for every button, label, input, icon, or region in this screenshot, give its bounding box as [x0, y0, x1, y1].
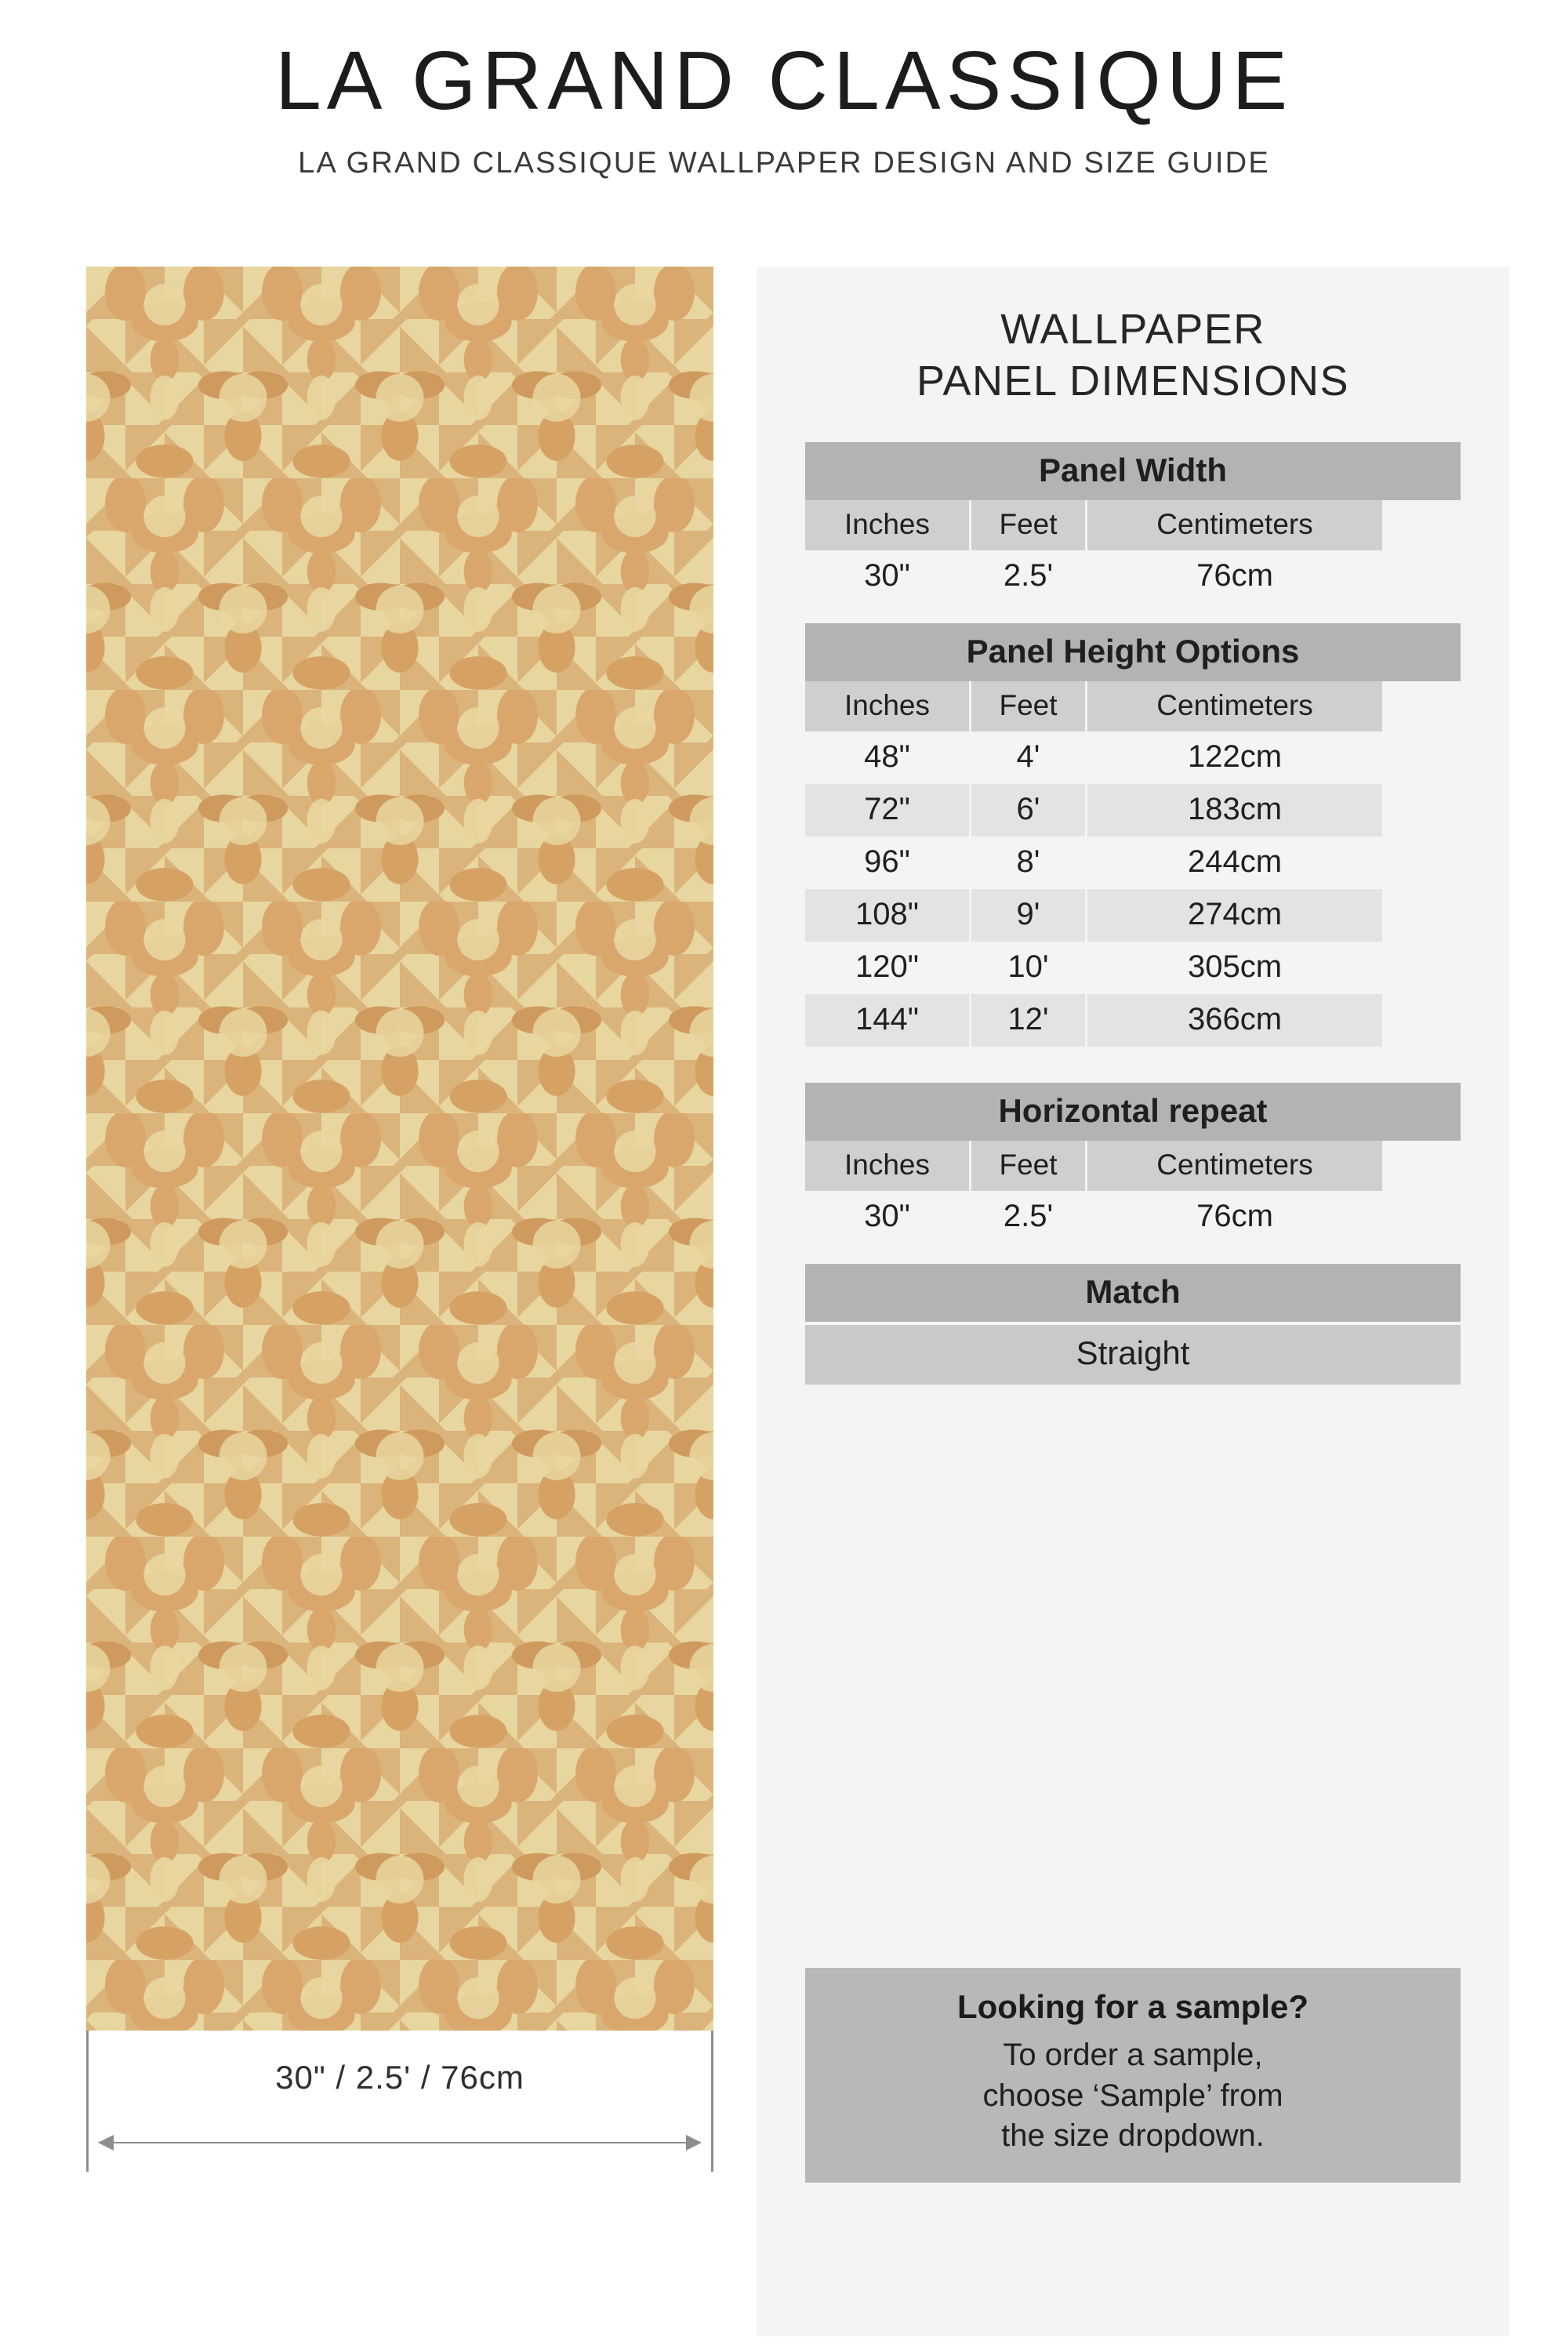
height-centimeters: 122cm: [1187, 739, 1283, 774]
column-header-feet: Feet: [971, 681, 1087, 731]
sample-callout-line-2: choose ‘Sample’ from: [982, 2078, 1283, 2113]
sample-callout-line-1: To order a sample,: [1003, 2038, 1263, 2073]
column-header-inches: Inches: [805, 500, 971, 550]
repeat-feet: 2.5': [971, 1191, 1087, 1243]
repeat-inches: 30": [805, 1191, 971, 1243]
page-header: [0, 0, 1568, 180]
column-header-inches: Inches: [805, 1141, 971, 1191]
panel-width-inches: 30": [805, 550, 971, 603]
column-header-inches: Inches: [805, 681, 971, 731]
height-feet: 12': [971, 994, 1087, 1047]
panel-width-header-row: [805, 500, 1461, 550]
wallpaper-swatch-image: [86, 267, 713, 2031]
height-centimeters: 183cm: [1087, 784, 1382, 837]
panel-width-feet: 2.5': [971, 550, 1087, 603]
table-row: [805, 942, 1461, 994]
column-header-centimeters: Centimeters: [1087, 681, 1382, 731]
table-row: [805, 994, 1461, 1047]
page-title: LA GRAND CLASSIQUE: [274, 34, 1294, 127]
panel-height-band: Panel Height Options: [805, 623, 1461, 681]
panel-height-header-row: [805, 681, 1461, 731]
height-inches: 144": [805, 994, 971, 1047]
wallpaper-swatch-section: [86, 267, 713, 2172]
divider: [805, 603, 1461, 623]
height-feet: 9': [971, 889, 1087, 942]
damask-pattern-highlights: [86, 267, 713, 2031]
column-header-centimeters: Centimeters: [1087, 1141, 1382, 1191]
match-value: Straight: [805, 1325, 1461, 1385]
panel-title-line-1: WALLPAPER: [1000, 306, 1265, 353]
height-feet: 6': [971, 784, 1087, 837]
table-row: [805, 837, 1461, 889]
table-row: [805, 731, 1461, 784]
height-inches: 96": [805, 837, 971, 889]
height-centimeters: 274cm: [1087, 889, 1382, 942]
height-feet: 10': [971, 942, 1087, 994]
height-inches: 48": [805, 731, 971, 784]
sample-callout-title: Looking for a sample?: [956, 1988, 1309, 2026]
height-centimeters: 366cm: [1087, 994, 1382, 1047]
column-header-centimeters: Centimeters: [1087, 500, 1382, 550]
panel-width-centimeters: 76cm: [1196, 557, 1273, 593]
column-header-feet: Feet: [971, 1141, 1087, 1191]
height-inches: 72": [805, 784, 971, 837]
panel-dimensions-title: [757, 267, 1509, 408]
repeat-centimeters: 76cm: [1196, 1198, 1273, 1233]
divider: [805, 1243, 1461, 1264]
dimension-tables: [757, 442, 1509, 1385]
table-row: [805, 889, 1461, 942]
height-feet: 8': [971, 837, 1087, 889]
table-row: [805, 550, 1461, 603]
width-measurement-label: 30" / 2.5' / 76cm: [275, 2059, 524, 2096]
page-subtitle: LA GRAND CLASSIQUE WALLPAPER DESIGN AND SIZE GUIDE: [298, 147, 1270, 180]
main-content: [0, 267, 1568, 2352]
horizontal-repeat-band: Horizontal repeat: [805, 1083, 1461, 1141]
sample-callout-line-3: the size dropdown.: [1001, 2118, 1265, 2153]
height-feet: 4': [971, 731, 1087, 784]
sample-callout: [805, 1968, 1461, 2183]
divider: [805, 1047, 1461, 1083]
column-header-feet: Feet: [971, 500, 1087, 550]
panel-width-band: Panel Width: [805, 442, 1461, 500]
match-band: Match: [805, 1264, 1461, 1322]
height-centimeters: 244cm: [1187, 844, 1283, 879]
height-inches: 120": [805, 942, 971, 994]
height-centimeters: 305cm: [1187, 949, 1283, 984]
width-arrow-icon: [100, 2142, 700, 2143]
width-measurement: [86, 2031, 713, 2172]
panel-dimensions-card: [757, 267, 1509, 2336]
panel-title-line-2: PANEL DIMENSIONS: [916, 357, 1350, 405]
horizontal-repeat-header-row: [805, 1141, 1461, 1191]
table-row: [805, 1191, 1461, 1243]
table-row: [805, 784, 1461, 837]
height-inches: 108": [805, 889, 971, 942]
